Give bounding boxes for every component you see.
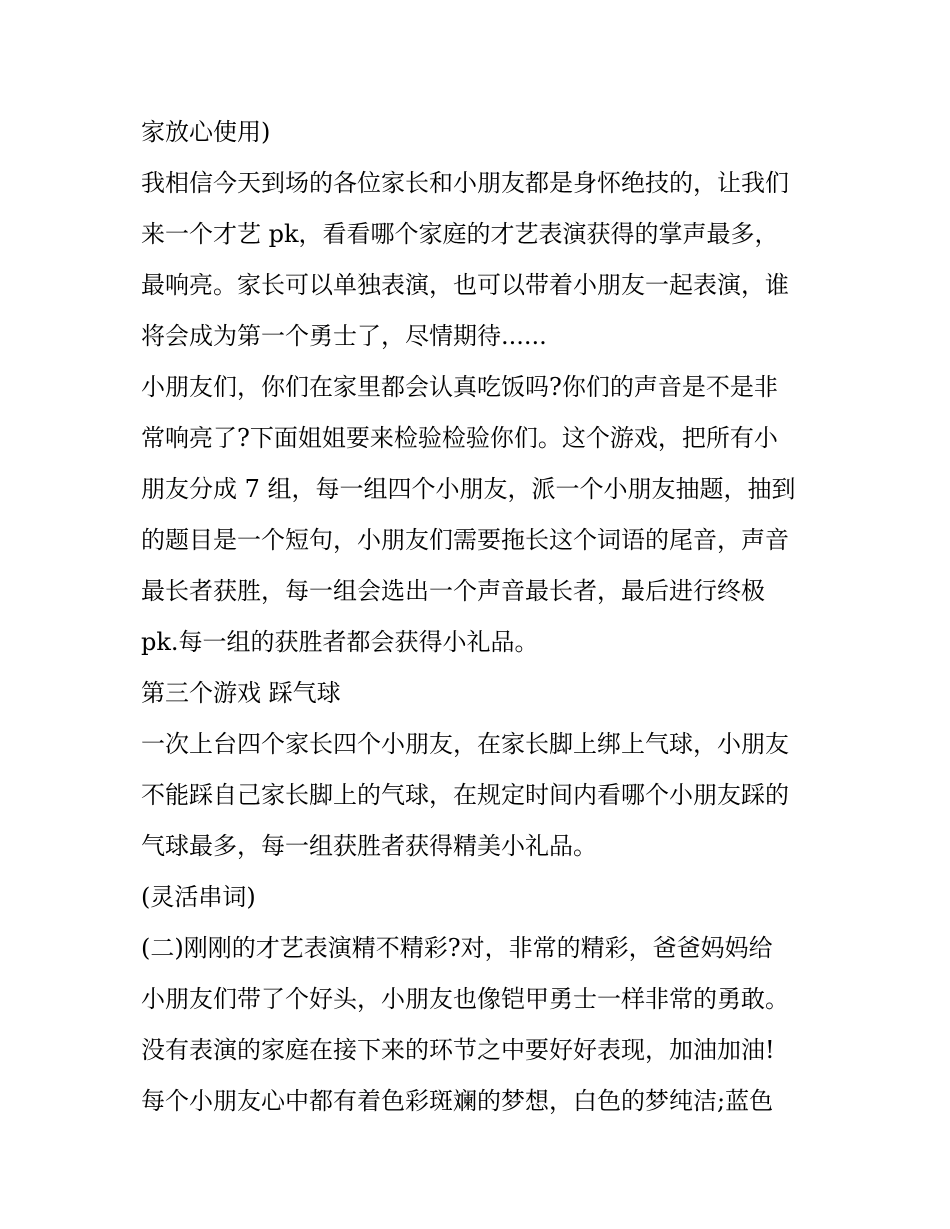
- text-line: (灵活串词): [141, 883, 256, 911]
- text-line: pk.每一组的获胜者都会获得小礼品。: [141, 628, 539, 656]
- text-line: 家放心使用): [141, 118, 271, 146]
- text-line: (二)刚刚的才艺表演精不精彩?对，非常的精彩，爸爸妈妈给: [141, 934, 773, 962]
- text-line: 将会成为第一个勇士了，尽情期待......: [141, 322, 547, 350]
- text-line: 小朋友们带了个好头，小朋友也像铠甲勇士一样非常的勇敢。: [141, 985, 789, 1013]
- text-line: 来一个才艺 pk，看看哪个家庭的才艺表演获得的掌声最多，: [141, 220, 779, 248]
- text-line: 不能踩自己家长脚上的气球，在规定时间内看哪个小朋友踩的: [141, 781, 789, 809]
- text-line: 最响亮。家长可以单独表演，也可以带着小朋友一起表演，谁: [141, 271, 789, 299]
- text-line: 朋友分成 7 组，每一组四个小朋友，派一个小朋友抽题，抽到: [141, 475, 796, 503]
- text-line: 的题目是一个短句，小朋友们需要拖长这个词语的尾音，声音: [141, 526, 789, 554]
- text-line: 最长者获胜，每一组会选出一个声音最长者，最后进行终极: [141, 577, 765, 605]
- text-line: 常响亮了?下面姐姐要来检验检验你们。这个游戏，把所有小: [141, 424, 778, 452]
- section-heading: 第三个游戏 踩气球: [141, 679, 341, 707]
- text-line: 每个小朋友心中都有着色彩斑斓的梦想，白色的梦纯洁;蓝色: [141, 1087, 774, 1115]
- text-line: 气球最多，每一组获胜者获得精美小礼品。: [141, 832, 597, 860]
- text-line: 小朋友们，你们在家里都会认真吃饭吗?你们的声音是不是非: [141, 373, 778, 401]
- text-line: 我相信今天到场的各位家长和小朋友都是身怀绝技的，让我们: [141, 169, 789, 197]
- text-line: 没有表演的家庭在接下来的环节之中要好好表现，加油加油!: [141, 1036, 775, 1064]
- body-text: [141, 107, 821, 1127]
- text-line: 一次上台四个家长四个小朋友，在家长脚上绑上气球，小朋友: [141, 730, 789, 758]
